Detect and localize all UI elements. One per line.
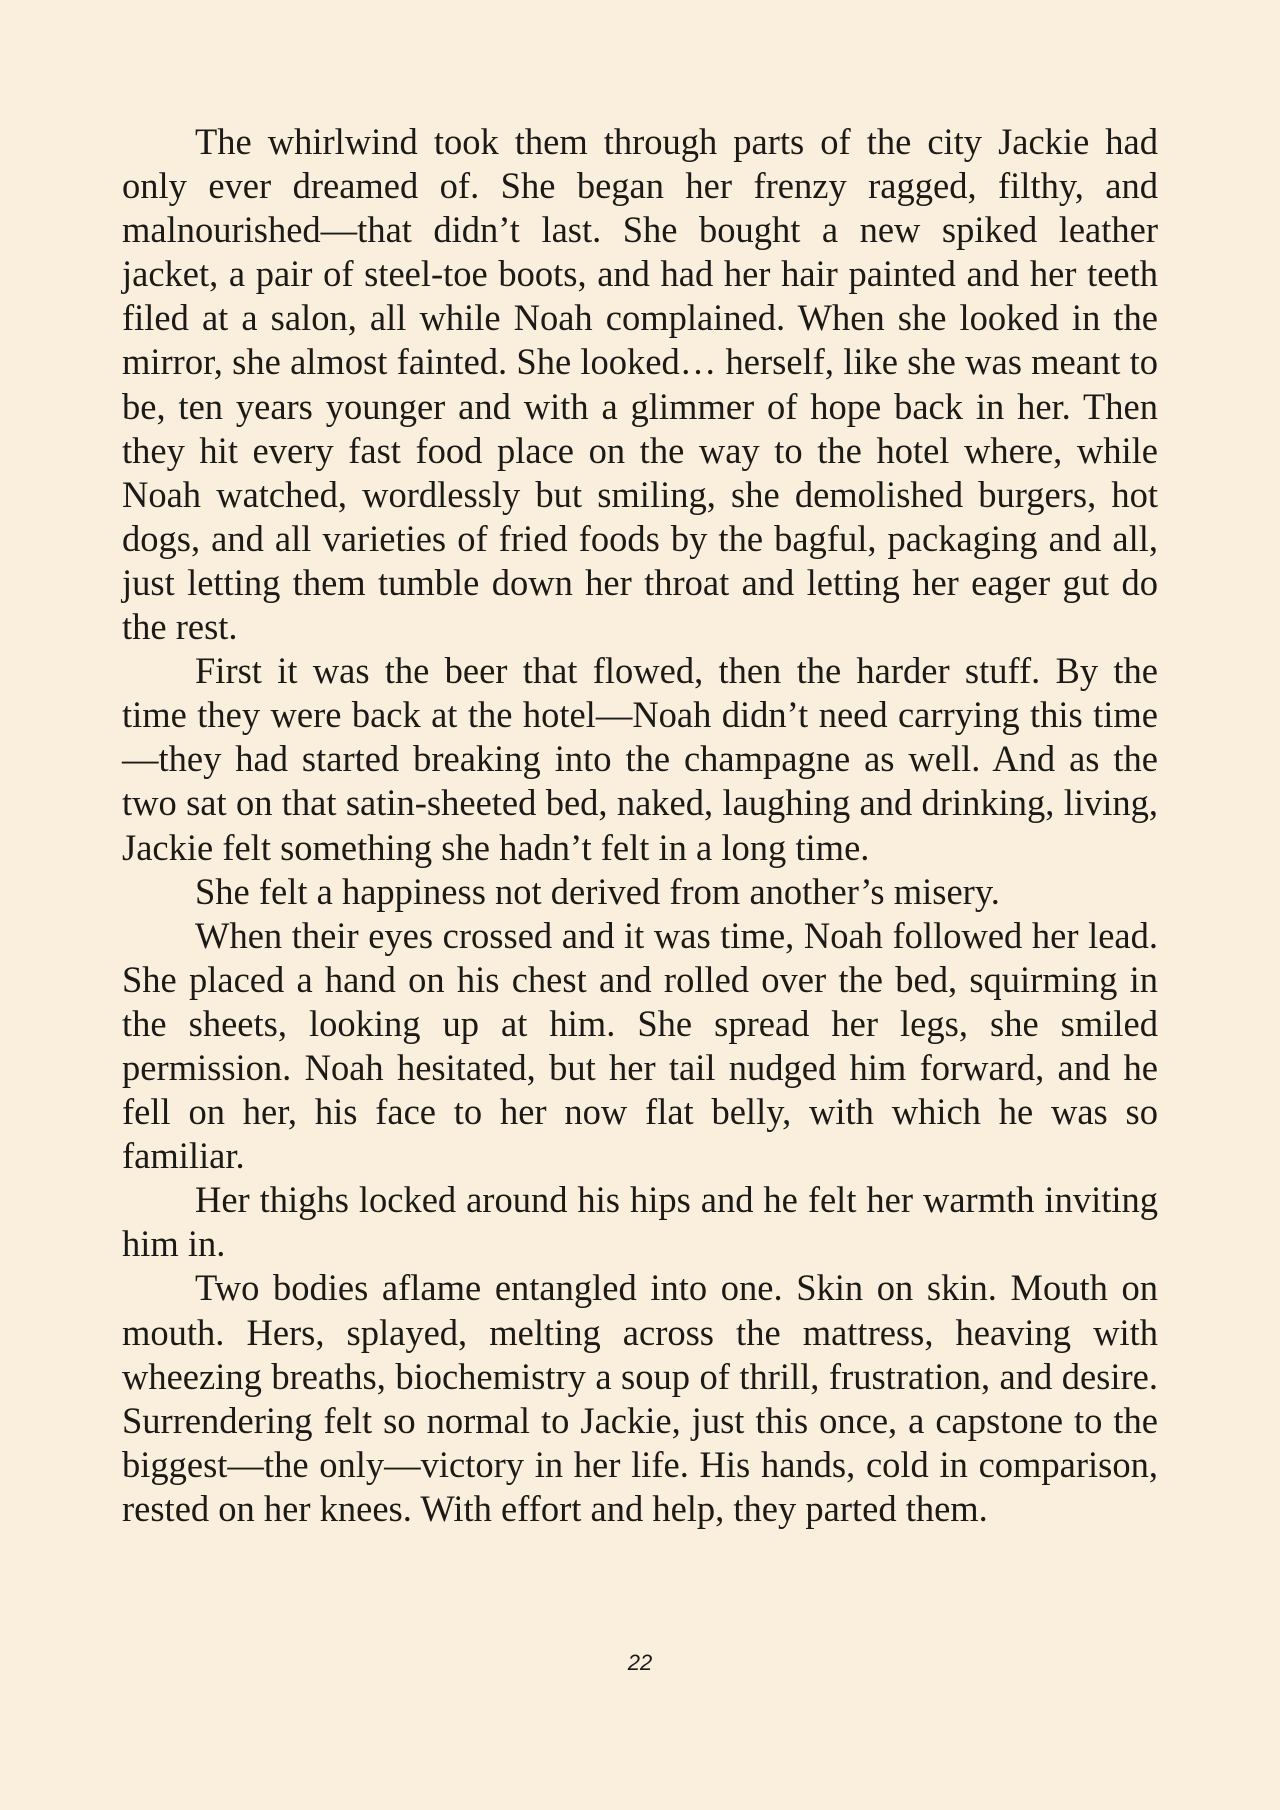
paragraph-5: Her thighs locked around his hips and he felt her warmth inviting him in. — [122, 1179, 1158, 1265]
paragraph-6: Two bodies aflame entangled into one. Skin on skin. Mouth on mouth. Hers, splayed, melting across the mattress, heaving with wheezing breaths, biochemistry a soup of thrill, frustration, and desire. Surrendering felt so normal to Jackie, just this once, a capstone to the biggest—the only—victory in her life. His hands, cold in comparison, rested on her knees. With effort and help, they parted them. — [122, 1267, 1158, 1529]
paragraph-4: When their eyes crossed and it was time, Noah followed her lead. She placed a hand on his chest and rolled over the bed, squirming in the sheets, looking up at him. She spread her legs, she smiled permission. Noah hesitated, but her tail nudged him forward, and he fell on her, his face to her now flat belly, with which he was so familiar. — [122, 914, 1158, 1177]
paragraph-3: She felt a happiness not derived from another’s misery. — [195, 870, 1000, 912]
body-text — [122, 120, 1158, 1531]
page-number: 22 — [627, 1650, 653, 1675]
book-page — [122, 120, 1158, 1720]
paragraph-2: First it was the beer that flowed, then the harder stuff. By the time they were back at the hotel—Noah didn’t need carrying this time—they had started breaking into the champagne as well. And as the two sat on that satin-sheeted bed, naked, laughing and drinking, living, Jackie felt something she hadn’t felt in a long time. — [122, 650, 1158, 868]
paragraph-1: The whirlwind took them through parts of the city Jackie had only ever dreamed of. She began her frenzy ragged, filthy, and malnourished—that didn’t last. She bought a new spiked leather jacket, a pair of steel-toe boots, and had her hair painted and her teeth filed at a salon, all while Noah complained. When she looked in the mirror, she almost fainted. She looked… herself, like she was meant to be, ten years younger and with a glimmer of hope back in her. Then they hit every fast food place on the way to the hotel where, while Noah watched, wordlessly but smiling, she demolished burgers, hot dogs, and all varieties of fried foods by the bagful, packaging and all, just letting them tumble down her throat and letting her eager gut do the rest. — [122, 121, 1158, 648]
